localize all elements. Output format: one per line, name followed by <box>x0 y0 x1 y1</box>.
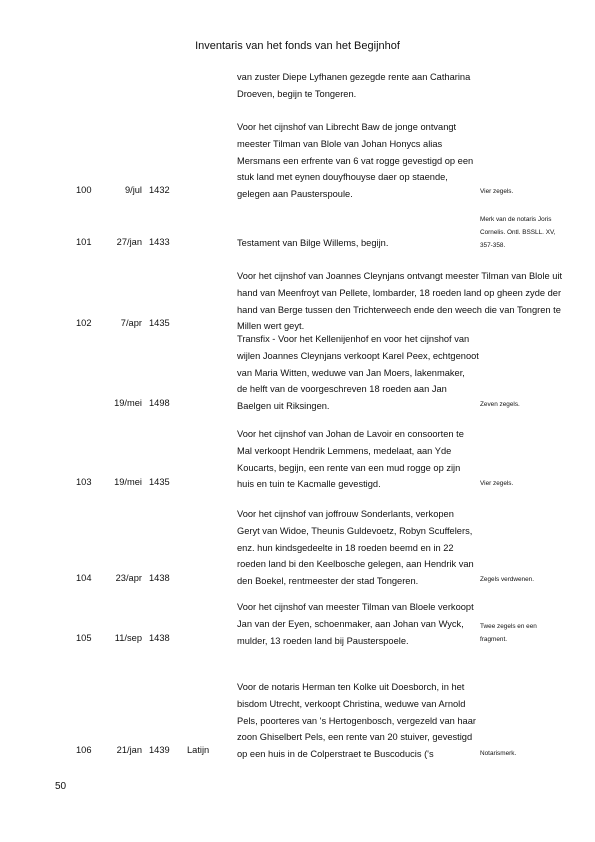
text-line: Droeven, begijn te Tongeren. <box>237 88 357 99</box>
page-number: 50 <box>55 781 67 792</box>
text-line: van zuster Diepe Lyfhanen gezegde rente aan Catharina <box>237 72 471 82</box>
entry-date: 27/jan <box>116 237 142 247</box>
entry-description <box>237 235 388 252</box>
note-line: fragment. <box>480 636 507 643</box>
text-line: Millen wert geyt. <box>237 321 305 332</box>
text-line: Geryt van Widoe, Theunis Guldevoetz, Robyn Scuffelers, <box>237 525 473 536</box>
text-line: enz. hun kindsgedeelte in 18 roeden beemd en in 22 <box>237 542 454 553</box>
entry-number: 104 <box>76 573 92 583</box>
text-line: Baelgen uit Riksingen. <box>237 401 330 412</box>
entry-date: 11/sep <box>114 633 142 643</box>
entry-note <box>480 747 516 760</box>
text-line: wijlen Joannes Cleynjans verkoopt Karel Peex, echtgenoot <box>237 350 479 361</box>
note-line: Merk van de notaris Joris <box>480 216 552 223</box>
entry-description <box>237 679 476 763</box>
text-line: de helft van de voorgeschreven 18 roeden aan Jan <box>237 384 447 395</box>
text-line: Voor het cijnshof van Johan de Lavoir en consoorten te <box>237 429 464 439</box>
text-line: roeden land bi den Keelbosche gelegen, aan Hendrik van <box>237 559 474 570</box>
text-line: Mersmans een erfrente van 6 vat rogge gevestigd op een <box>237 155 474 166</box>
text-line: op een huis in de Colperstraet te Buscoducis ('s <box>237 749 434 760</box>
entry-description <box>237 599 474 649</box>
note-line: Cornelis. Ontl. BSSLL. XV, <box>480 229 556 236</box>
entry-description <box>237 331 479 415</box>
note-line: Vier zegels. <box>480 188 514 195</box>
entry-description <box>237 506 474 590</box>
text-line: van Maria Witten, weduwe van Jan Moers, lakenmaker, <box>237 367 465 378</box>
entry-number: 100 <box>76 185 92 195</box>
entry-year: 1498 <box>149 398 170 408</box>
entry-year: 1433 <box>149 237 170 247</box>
text-line: zoon Ghiselbert Pels, een rente van 20 stuiver, gevestigd <box>237 732 473 743</box>
text-line: stuk land met eynen douyfhouyse daer op staende, <box>237 172 448 183</box>
entry-date: 23/apr <box>115 573 142 583</box>
text-line: meester Tilman van Blole van Johan Honycs alias <box>237 138 443 149</box>
entry-description <box>237 426 464 493</box>
text-line: Testament van Bilge Willems, begijn. <box>237 238 389 248</box>
entry-note <box>480 213 555 252</box>
entry-number: 102 <box>76 318 92 328</box>
text-line: hand van Berge tussen den Trichterweech ende den weech die van Tongren te <box>237 304 561 315</box>
entry-note <box>480 185 513 198</box>
text-line: Koucarts, begijn, een rente van een mud rogge op zijn <box>237 462 461 473</box>
note-line: Zeven zegels. <box>480 401 520 408</box>
entry-number: 101 <box>76 237 92 247</box>
text-line: Voor de notaris Herman ten Kolke uit Doesborch, in het <box>237 682 465 692</box>
note-line: Twee zegels en een <box>480 623 537 630</box>
page-header: Inventaris van het fonds van het Begijnhof <box>195 40 400 52</box>
text-line: hand van Meenfroyt van Pellete, lombarder, 18 roeden land op gheen zyde der <box>237 287 562 298</box>
entry-date: 9/jul <box>124 185 142 195</box>
entry-number: 106 <box>76 745 92 755</box>
text-line: Voor het cijnshof van joffrouw Sonderlants, verkopen <box>237 509 454 519</box>
text-line: gelegen aan Pausterspoule. <box>237 189 353 200</box>
entry-year: 1438 <box>149 633 170 643</box>
entry-year: 1435 <box>149 318 170 328</box>
entry-note <box>480 573 534 586</box>
entry-year: 1432 <box>149 185 170 195</box>
entry-date: 21/jan <box>116 745 142 755</box>
entry-note <box>480 620 537 646</box>
note-line: Vier zegels. <box>480 480 514 487</box>
text-line: huis en tuin te Kacmalle gevestigd. <box>237 479 381 490</box>
note-line: Zegels verdwenen. <box>480 576 534 583</box>
note-line: Notarismerk. <box>480 750 517 757</box>
entry-number: 103 <box>76 477 92 487</box>
entry-description <box>237 268 562 335</box>
text-line: Voor het cijnshof van Joannes Cleynjans ontvangt meester Tilman van Blole uit <box>237 271 563 281</box>
entry-year: 1438 <box>149 573 170 583</box>
text-line: Voor het cijnshof van Librecht Baw de jonge ontvangt <box>237 122 457 132</box>
entry-description <box>237 119 473 203</box>
text-line: Pels, poorteres van 's Hertogenbosch, vergezeld van haar <box>237 715 476 726</box>
text-line: Jan van der Eyen, schoenmaker, aan Johan van Wyck, <box>237 618 464 629</box>
entry-note <box>480 477 513 490</box>
entry-continuation <box>237 69 470 103</box>
entry-language: Latijn <box>187 745 210 755</box>
text-line: Transfix - Voor het Kellenijenhof en voor het cijnshof van <box>237 334 470 344</box>
entry-date: 19/mei <box>114 477 142 487</box>
entry-date: 7/apr <box>120 318 142 328</box>
text-line: Voor het cijnshof van meester Tilman van Bloele verkoopt <box>237 602 474 612</box>
entry-year: 1435 <box>149 477 170 487</box>
note-line: 357-358. <box>480 242 506 249</box>
entry-date: 19/mei <box>114 398 142 408</box>
entry-note <box>480 398 520 411</box>
text-line: Mal verkoopt Hendrik Lemmens, medelaat, aan Yde <box>237 445 452 456</box>
text-line: den Boekel, rentmeester der stad Tongeren. <box>237 576 419 587</box>
text-line: mulder, 13 roeden land bij Pausterspoele. <box>237 635 409 646</box>
entry-number: 105 <box>76 633 92 643</box>
text-line: bisdom Utrecht, verkoopt Christina, weduwe van Arnold <box>237 698 466 709</box>
entry-year: 1439 <box>149 745 170 755</box>
